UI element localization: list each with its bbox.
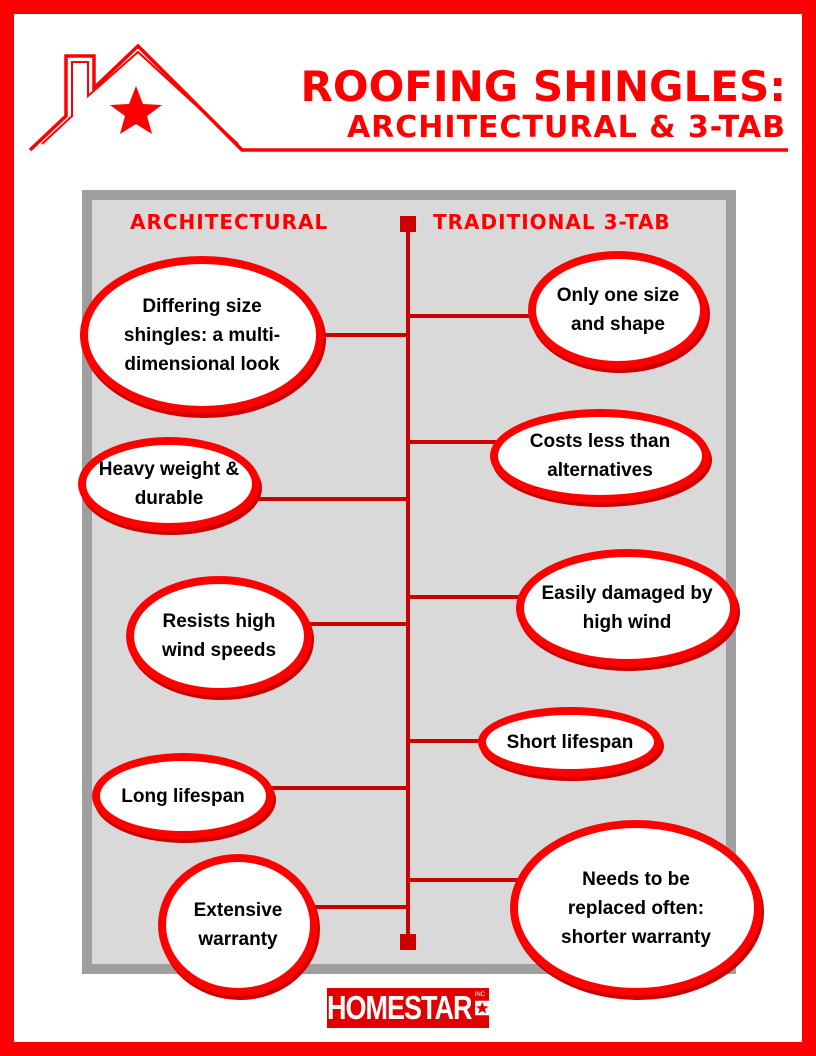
architectural-point-3-text: Resists high wind speeds: [161, 611, 277, 661]
traditional-point-2-text: Costs less than alternatives: [529, 431, 671, 481]
brand-name: HOMESTAR: [327, 988, 472, 1027]
traditional-point-2: [490, 409, 710, 503]
branch-architectural-5: [314, 905, 408, 909]
brand-suffix: INC: [474, 992, 485, 998]
traditional-point-5-text: Needs to be replaced often: shorter warranty: [561, 868, 711, 948]
star-icon: [475, 997, 490, 1019]
branch-traditional-3: [408, 595, 522, 599]
architectural-point-4: [92, 753, 274, 839]
branch-architectural-1: [318, 333, 408, 337]
traditional-point-3: [516, 549, 738, 667]
architectural-point-5: [158, 854, 318, 996]
architectural-heading: ARCHITECTURAL: [130, 210, 329, 234]
spine-top-cap: [400, 216, 416, 232]
traditional-point-1: [528, 251, 708, 369]
branch-traditional-4: [408, 739, 483, 743]
architectural-point-5-text: Extensive warranty: [193, 900, 283, 950]
architectural-point-2: [78, 437, 260, 531]
page-subtitle: ARCHITECTURAL & 3-TAB: [346, 110, 786, 145]
branch-architectural-2: [255, 497, 408, 501]
architectural-point-2-text: Heavy weight & durable: [98, 459, 240, 509]
timeline-spine: [406, 224, 410, 942]
page-title: ROOFING SHINGLES:: [300, 62, 786, 111]
traditional-point-1-text: Only one size and shape: [556, 285, 680, 335]
traditional-point-3-text: Easily damaged by high wind: [541, 583, 713, 633]
architectural-point-4-text: Long lifespan: [121, 785, 245, 807]
architectural-point-3: [126, 576, 312, 696]
branch-traditional-2: [408, 440, 496, 444]
traditional-point-4-text: Short lifespan: [506, 731, 634, 753]
traditional-point-4: [478, 707, 662, 777]
branch-traditional-5: [408, 878, 518, 882]
traditional-heading: TRADITIONAL 3-TAB: [433, 210, 671, 234]
branch-traditional-1: [408, 314, 533, 318]
branch-architectural-3: [308, 622, 408, 626]
branch-architectural-4: [268, 786, 408, 790]
homestar-logo: [327, 988, 489, 1028]
spine-bottom-cap: [400, 934, 416, 950]
traditional-point-5: [510, 820, 762, 996]
architectural-point-1-text: Differing size shingles: a multi-dimensional look: [123, 295, 281, 375]
architectural-point-1: [80, 256, 324, 414]
